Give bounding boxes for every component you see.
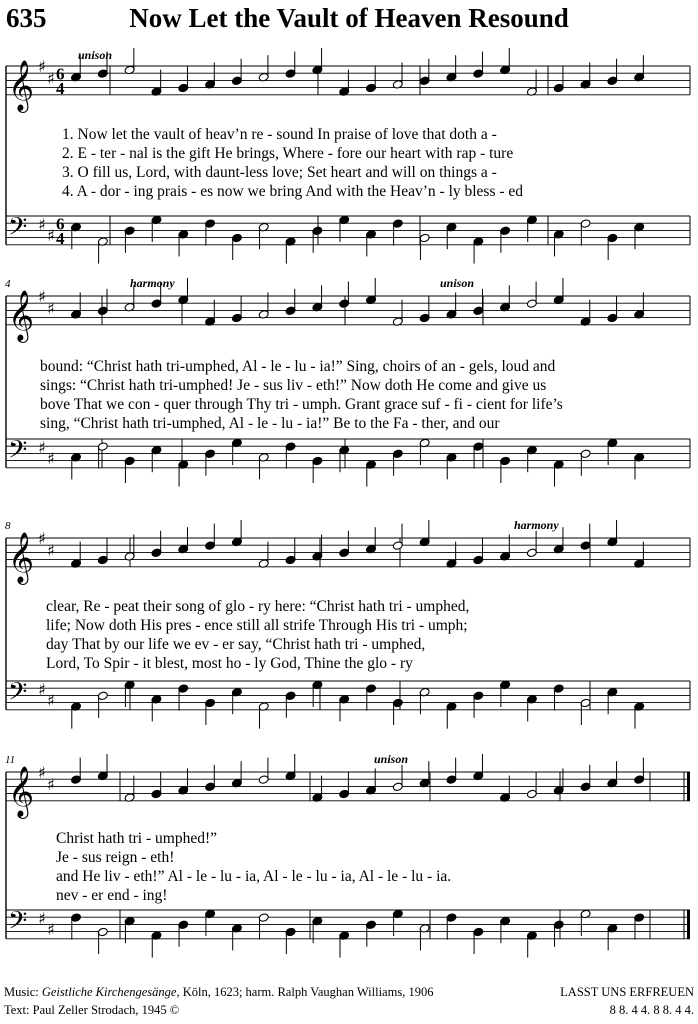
sharp-icon: ♯: [47, 298, 55, 318]
sharp-icon: ♯: [38, 438, 46, 458]
measure-number: 8: [5, 520, 11, 532]
music-credit: Music: Geistliche Kirchengesänge, Köln, 1623; harm. Ralph Vaughan Williams, 1906: [4, 985, 434, 999]
lyric-line-4: Lord, To Spir - it blest, most ho - ly God, Thine the glo - ry: [46, 655, 413, 672]
sharp-icon: ♯: [38, 529, 46, 548]
hymn-title: Now Let the Vault of Heaven Resound: [129, 3, 569, 33]
measure-number: 11: [5, 754, 16, 766]
sharp-icon: ♯: [38, 57, 46, 76]
sharp-icon: ♯: [47, 68, 55, 88]
final-bar-line: [687, 910, 690, 939]
lyric-line-4: sing, “Christ hath tri-umphed, Al - le - lu - ia!” Be to the Fa - ther, and our: [40, 415, 500, 432]
sharp-icon: ♯: [38, 909, 46, 929]
treble-clef-icon: 𝄞: [8, 289, 35, 341]
performance-mark: unison: [440, 276, 475, 290]
treble-clef-icon: 𝄞: [8, 765, 35, 817]
lyric-line-2: life; Now doth His pres - ence still all strife Through His tri - umph;: [46, 617, 468, 634]
hymn-number: 635: [6, 3, 47, 33]
sharp-icon: ♯: [38, 763, 46, 782]
music-system-4: [0, 752, 698, 984]
sharp-icon: ♯: [47, 449, 55, 468]
music-system-3: [0, 518, 698, 763]
lyric-line-1: Christ hath tri - umphed!”: [56, 830, 217, 847]
hymn-header: [0, 0, 698, 40]
sharp-icon: ♯: [47, 774, 55, 794]
sharp-icon: ♯: [38, 287, 46, 306]
lyric-line-3: and He liv - eth!” Al - le - lu - ia, Al - le - lu - ia, Al - le - lu - ia.: [56, 868, 452, 885]
music-source-title: Geistliche Kirchengesänge: [41, 985, 177, 999]
lyric-line-3: day That by our life we ev - er say, “Christ hath tri - umphed,: [46, 636, 426, 653]
lyric-line-2: sings: “Christ hath tri-umphed! Je - sus liv - eth!” Now doth He come and give us: [40, 377, 547, 394]
bass-clef-icon: 𝄢: [8, 906, 28, 942]
text-credit: Text: Paul Zeller Strodach, 1945 ©: [4, 1003, 180, 1017]
lyric-line-2: 2. E - ter - nal is the gift He brings, Where - fore our heart with rap - ture: [62, 145, 514, 162]
bass-clef-icon: 𝄢: [8, 212, 28, 248]
sharp-icon: ♯: [38, 680, 46, 700]
sharp-icon: ♯: [47, 226, 55, 245]
music-system-1: [0, 40, 698, 285]
sharp-icon: ♯: [38, 215, 46, 235]
time-signature-icon: 4: [56, 228, 65, 248]
bass-clef-icon: 𝄢: [8, 435, 28, 471]
performance-mark: unison: [78, 48, 113, 62]
lyric-line-1: bound: “Christ hath tri-umphed, Al - le - lu - ia!” Sing, choirs of an - gels, loud and: [40, 358, 556, 375]
lyric-line-3: bove That we con - quer through Thy tri - umph. Grant grace suf - fi - cient for life’s: [40, 396, 563, 413]
music-system-2: [0, 276, 698, 521]
sharp-icon: ♯: [47, 920, 55, 939]
lyric-line-1: 1. Now let the vault of heav’n re - sound In praise of love that doth a -: [62, 126, 497, 143]
treble-clef-icon: 𝄞: [8, 59, 35, 111]
lyric-line-3: 3. O fill us, Lord, with daunt-less love; Set heart and will on things a -: [62, 164, 497, 181]
performance-mark: harmony: [130, 276, 175, 290]
lyric-line-2: Je - sus reign - eth!: [56, 849, 175, 866]
time-signature-icon: 4: [56, 78, 65, 98]
treble-clef-icon: 𝄞: [8, 531, 35, 583]
tune-name: LASST UNS ERFREUEN: [560, 985, 694, 999]
lyric-line-4: nev - er end - ing!: [56, 887, 168, 904]
performance-mark: harmony: [514, 518, 559, 532]
performance-mark: unison: [374, 752, 409, 766]
meter: 8 8. 4 4. 8 8. 4 4.: [609, 1003, 694, 1017]
lyric-line-4: 4. A - dor - ing prais - es now we bring And with the Heav’n - ly bless - ed: [62, 183, 524, 200]
lyric-line-1: clear, Re - peat their song of glo - ry here: “Christ hath tri - umphed,: [46, 598, 470, 615]
sharp-icon: ♯: [47, 540, 55, 560]
bass-clef-icon: 𝄢: [8, 677, 28, 713]
final-bar-line: [687, 772, 690, 801]
time-signature-icon: 6: [56, 64, 65, 84]
time-signature-icon: 6: [56, 214, 65, 234]
measure-number: 4: [5, 278, 11, 290]
sharp-icon: ♯: [47, 691, 55, 710]
